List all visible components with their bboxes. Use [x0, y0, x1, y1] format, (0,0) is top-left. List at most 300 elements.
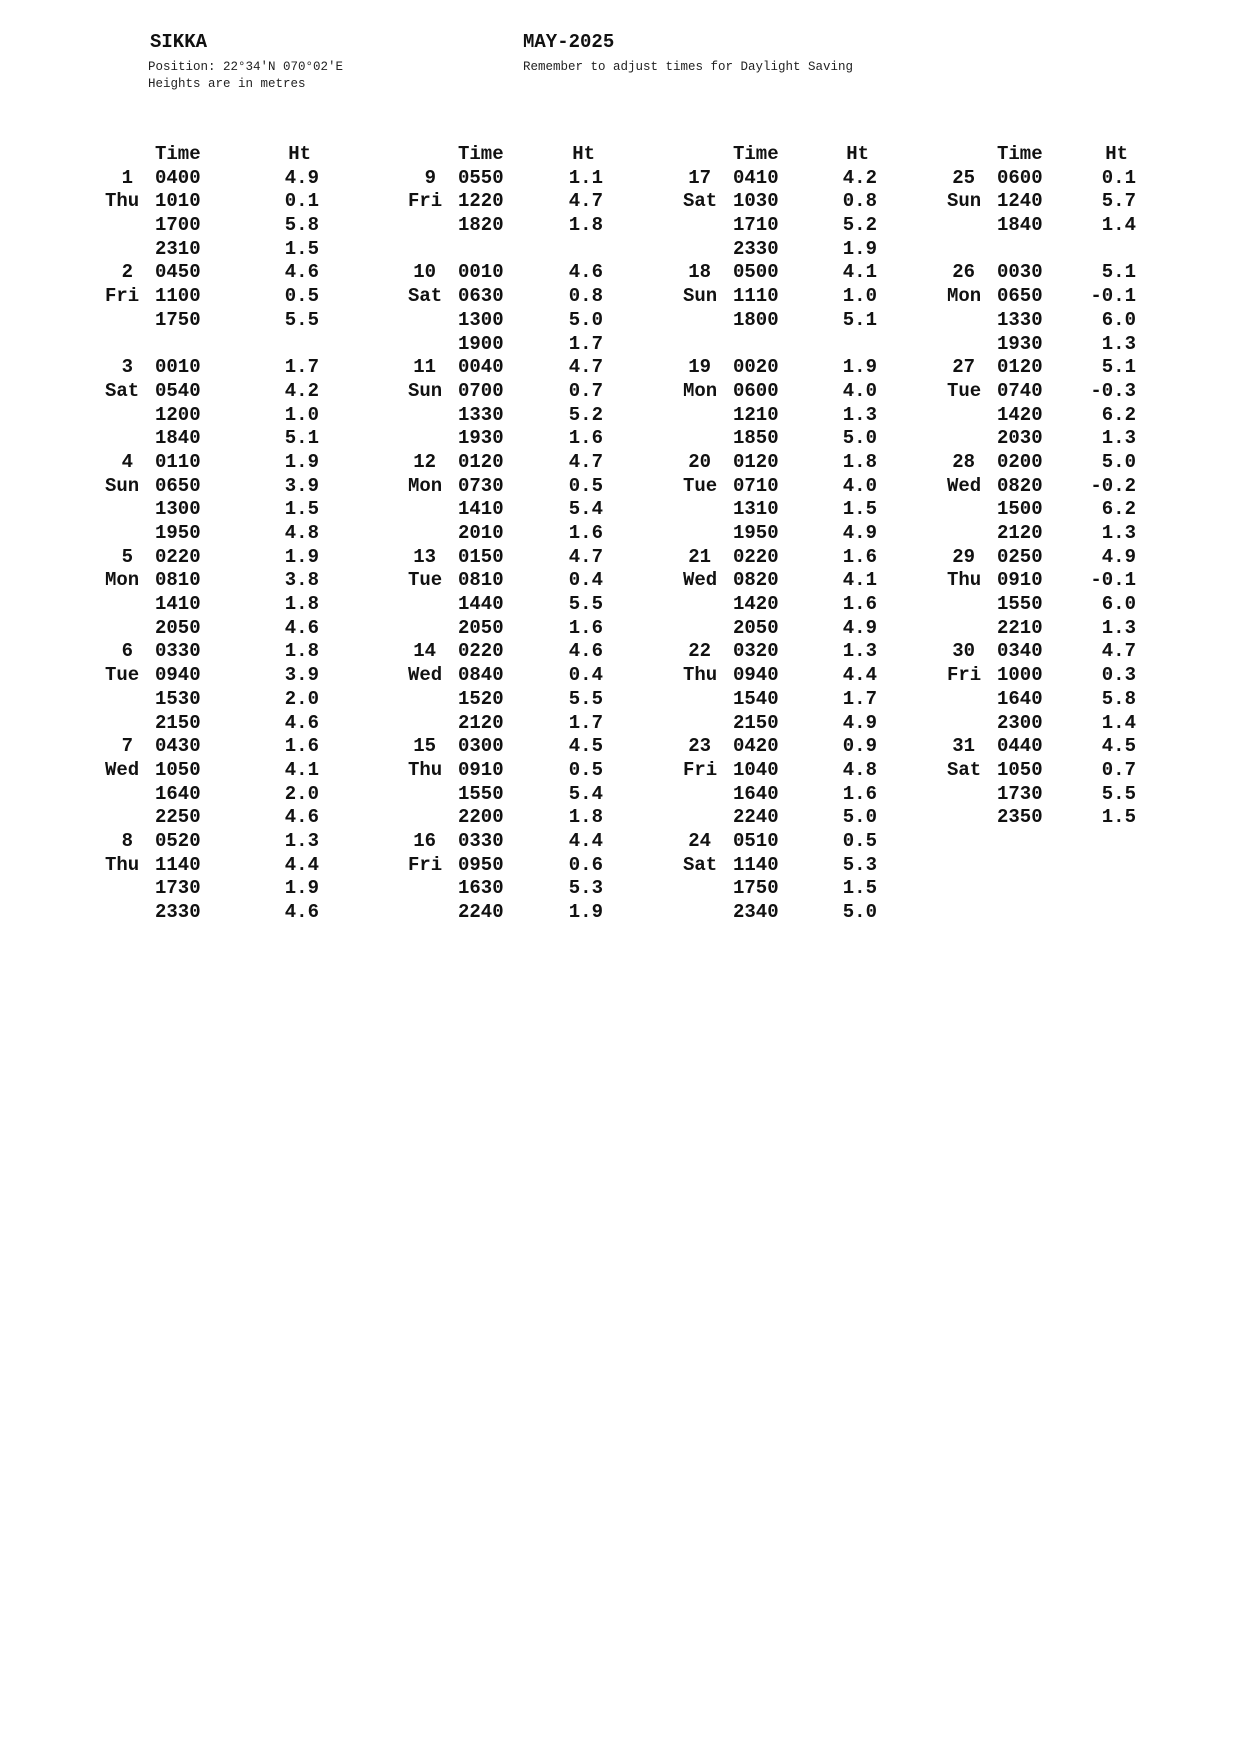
dst-note: Remember to adjust times for Daylight Saving [523, 60, 854, 74]
tide-row [408, 475, 603, 499]
tide-row [105, 569, 319, 593]
tide-row [947, 309, 1136, 333]
tide-row [408, 214, 603, 238]
tide-height: 4.6 [284, 616, 319, 639]
tide-height: 1.8 [284, 640, 319, 663]
tide-height: 4.8 [284, 522, 319, 544]
tide-height: 2.0 [284, 687, 319, 710]
tide-time: 0200 [997, 450, 1043, 473]
tide-height: 3.9 [284, 474, 319, 497]
tide-row [408, 190, 603, 214]
day-number: 17 [688, 166, 711, 189]
tide-height: 3.8 [284, 569, 319, 592]
day-of-week: Sun [408, 379, 443, 402]
tide-row [105, 333, 319, 357]
tide-row [947, 688, 1136, 712]
tide-row [105, 404, 319, 428]
tide-height: 4.7 [1101, 640, 1136, 663]
tide-column-4 [947, 143, 1136, 830]
tide-time: 1440 [458, 593, 504, 616]
day-of-week: Sun [947, 190, 982, 213]
tide-height: 5.1 [284, 427, 319, 450]
tide-time: 1050 [997, 758, 1043, 781]
tide-row [408, 759, 603, 783]
day-of-week: Thu [683, 664, 718, 687]
tide-column-2 [408, 143, 603, 925]
tide-time: 1500 [997, 498, 1043, 521]
tide-row [683, 427, 877, 451]
tide-height: 1.9 [284, 877, 319, 900]
tide-height: 1.9 [842, 237, 877, 260]
tide-row [105, 759, 319, 783]
day-number: 21 [688, 545, 711, 568]
tide-row [683, 569, 877, 593]
tide-height: 1.4 [1101, 711, 1136, 734]
tide-row [105, 640, 319, 664]
day-of-week: Fri [408, 190, 443, 213]
tide-column-3 [683, 143, 877, 925]
tide-row [105, 380, 319, 404]
tide-row [947, 404, 1136, 428]
tide-row [105, 522, 319, 546]
tide-height: 5.0 [842, 806, 877, 829]
day-number: 29 [952, 545, 975, 568]
tide-time: 1010 [155, 190, 201, 213]
tide-time: 1420 [733, 593, 779, 616]
tide-row [683, 356, 877, 380]
day-of-week: Wed [683, 569, 718, 592]
tide-row [947, 498, 1136, 522]
day-number: 28 [952, 450, 975, 473]
tide-height: 4.6 [284, 261, 319, 284]
height-header: Ht [572, 143, 595, 165]
tide-time: 1330 [458, 403, 504, 426]
tide-row [105, 285, 319, 309]
tide-height: 1.3 [1101, 616, 1136, 639]
tide-row [105, 190, 319, 214]
tide-height: 1.5 [842, 498, 877, 521]
units-note: Heights are in metres [148, 77, 306, 91]
tide-time: 1330 [997, 308, 1043, 331]
tide-height: 0.8 [842, 190, 877, 213]
tide-time: 1930 [997, 332, 1043, 355]
tide-height: 0.5 [568, 474, 603, 497]
tide-time: 2330 [733, 237, 779, 260]
tide-time: 1410 [155, 593, 201, 616]
tide-time: 2050 [733, 616, 779, 639]
station-name: SIKKA [150, 31, 208, 53]
tide-row [947, 167, 1136, 191]
time-header: Time [155, 143, 201, 165]
tide-row [105, 901, 319, 925]
tide-time: 0120 [458, 450, 504, 473]
column-header-row [408, 143, 603, 167]
tide-row [683, 593, 877, 617]
tide-height: 6.0 [1101, 308, 1136, 331]
tide-time: 2250 [155, 806, 201, 829]
tide-row [683, 214, 877, 238]
tide-time: 2240 [733, 806, 779, 829]
tide-height: 5.8 [1101, 687, 1136, 710]
tide-height: -0.2 [1090, 474, 1136, 497]
tide-time: 2210 [997, 616, 1043, 639]
tide-height: 1.6 [568, 616, 603, 639]
tide-time: 1140 [733, 853, 779, 876]
day-number: 26 [952, 261, 975, 284]
tide-row [105, 664, 319, 688]
tide-row [408, 309, 603, 333]
tide-row [408, 688, 603, 712]
tide-row [105, 830, 319, 854]
day-of-week: Wed [947, 474, 982, 497]
tide-time: 1950 [733, 522, 779, 544]
tide-height: 5.4 [568, 782, 603, 805]
tide-row [105, 735, 319, 759]
tide-height: 5.2 [842, 214, 877, 237]
tide-row [408, 640, 603, 664]
tide-height: 5.1 [1101, 356, 1136, 379]
tide-height: 5.7 [1101, 190, 1136, 213]
tide-height: -0.1 [1090, 569, 1136, 592]
tide-row [408, 783, 603, 807]
day-of-week: Sat [683, 853, 718, 876]
tide-height: 5.4 [568, 498, 603, 521]
day-of-week: Mon [947, 285, 982, 308]
tide-time: 2240 [458, 901, 504, 923]
tide-time: 0120 [733, 450, 779, 473]
day-number: 6 [121, 640, 133, 663]
tide-time: 0540 [155, 379, 201, 402]
tide-row [683, 190, 877, 214]
tide-row [683, 522, 877, 546]
time-header: Time [458, 143, 504, 165]
tide-height: 1.6 [842, 545, 877, 568]
tide-time: 1840 [997, 214, 1043, 237]
tide-time: 1530 [155, 687, 201, 710]
tide-time: 0740 [997, 379, 1043, 402]
tide-height: 5.8 [284, 214, 319, 237]
tide-time: 0910 [997, 569, 1043, 592]
tide-time: 0940 [155, 664, 201, 687]
tide-height: 0.1 [1101, 166, 1136, 189]
tide-height: 1.8 [284, 593, 319, 616]
month-title: MAY-2025 [523, 31, 615, 53]
day-of-week: Sat [683, 190, 718, 213]
tide-time: 0700 [458, 379, 504, 402]
day-of-week: Sat [105, 379, 140, 402]
tide-time: 0810 [458, 569, 504, 592]
tide-height: 1.1 [568, 166, 603, 189]
tide-height: 0.4 [568, 569, 603, 592]
tide-time: 0450 [155, 261, 201, 284]
tide-time: 0910 [458, 758, 504, 781]
tide-height: 1.9 [284, 545, 319, 568]
tide-time: 1640 [733, 782, 779, 805]
tide-height: 4.4 [842, 664, 877, 687]
tide-time: 1820 [458, 214, 504, 237]
day-of-week: Thu [105, 190, 140, 213]
day-of-week: Tue [947, 379, 982, 402]
tide-time: 1640 [155, 782, 201, 805]
column-header-row [105, 143, 319, 167]
tide-time: 2120 [997, 522, 1043, 544]
tide-row [683, 309, 877, 333]
tide-height: 6.0 [1101, 593, 1136, 616]
tide-row [408, 356, 603, 380]
tide-height: 4.2 [284, 379, 319, 402]
day-number: 23 [688, 735, 711, 758]
tide-row [683, 475, 877, 499]
day-number: 10 [413, 261, 436, 284]
tide-row [408, 238, 603, 262]
tide-height: 5.1 [1101, 261, 1136, 284]
tide-height: 5.0 [842, 427, 877, 450]
tide-height: 4.9 [1101, 545, 1136, 568]
tide-time: 1540 [733, 687, 779, 710]
tide-height: 1.5 [842, 877, 877, 900]
tide-row [408, 830, 603, 854]
tide-row [408, 167, 603, 191]
tide-time: 1310 [733, 498, 779, 521]
tide-time: 2010 [458, 522, 504, 544]
tide-row [683, 333, 877, 357]
tide-row [947, 238, 1136, 262]
tide-height: 4.9 [842, 522, 877, 544]
day-number: 1 [121, 166, 133, 189]
tide-time: 0010 [458, 261, 504, 284]
tide-height: 1.3 [1101, 427, 1136, 450]
tide-time: 0010 [155, 356, 201, 379]
tide-height: 1.3 [1101, 332, 1136, 355]
day-number: 9 [424, 166, 436, 189]
tide-row [947, 640, 1136, 664]
tide-height: 4.7 [568, 545, 603, 568]
tide-row [683, 806, 877, 830]
tide-row [408, 593, 603, 617]
tide-row [408, 451, 603, 475]
day-of-week: Mon [683, 379, 718, 402]
tide-height: 6.2 [1101, 403, 1136, 426]
tide-time: 1100 [155, 285, 201, 308]
day-of-week: Sat [947, 758, 982, 781]
tide-time: 0030 [997, 261, 1043, 284]
tide-time: 2330 [155, 901, 201, 923]
tide-time: 1640 [997, 687, 1043, 710]
tide-height: 1.7 [568, 332, 603, 355]
column-header-row [683, 143, 877, 167]
tide-height: 4.1 [842, 569, 877, 592]
tide-row [105, 783, 319, 807]
tide-height: 0.3 [1101, 664, 1136, 687]
tide-height: 1.3 [842, 403, 877, 426]
tide-time: 0220 [155, 545, 201, 568]
tide-row [683, 664, 877, 688]
tide-row [408, 617, 603, 641]
tide-height: 4.5 [568, 735, 603, 758]
tide-height: 0.6 [568, 853, 603, 876]
tide-time: 1300 [155, 498, 201, 521]
tide-height: 4.4 [568, 829, 603, 852]
day-number: 11 [413, 356, 436, 379]
tide-height: 5.3 [842, 853, 877, 876]
tide-height: 1.6 [568, 522, 603, 544]
tide-time: 0250 [997, 545, 1043, 568]
tide-time: 0810 [155, 569, 201, 592]
tide-row [105, 214, 319, 238]
tide-height: 1.0 [842, 285, 877, 308]
tide-time: 1110 [733, 285, 779, 308]
tide-height: 5.5 [568, 593, 603, 616]
tide-time: 2050 [458, 616, 504, 639]
day-of-week: Fri [947, 664, 982, 687]
day-number: 24 [688, 829, 711, 852]
tide-height: 5.1 [842, 308, 877, 331]
tide-time: 0430 [155, 735, 201, 758]
tide-time: 0440 [997, 735, 1043, 758]
column-header-row [947, 143, 1136, 167]
tide-time: 1730 [997, 782, 1043, 805]
tide-time: 1750 [155, 308, 201, 331]
tide-row [408, 569, 603, 593]
height-header: Ht [846, 143, 869, 165]
day-of-week: Thu [105, 853, 140, 876]
tide-height: 1.8 [568, 214, 603, 237]
tide-time: 0650 [997, 285, 1043, 308]
tide-row [683, 285, 877, 309]
tide-row [683, 498, 877, 522]
day-number: 16 [413, 829, 436, 852]
tide-height: 4.8 [842, 758, 877, 781]
tide-row [105, 261, 319, 285]
tide-time: 0400 [155, 166, 201, 189]
day-of-week: Tue [408, 569, 443, 592]
tide-time: 1140 [155, 853, 201, 876]
day-number: 25 [952, 166, 975, 189]
tide-height: 1.6 [284, 735, 319, 758]
day-of-week: Wed [408, 664, 443, 687]
tide-time: 0600 [733, 379, 779, 402]
tide-height: 4.6 [284, 901, 319, 923]
tide-row [105, 238, 319, 262]
tide-row [408, 806, 603, 830]
tide-time: 2350 [997, 806, 1043, 829]
tide-time: 1950 [155, 522, 201, 544]
tide-row [408, 901, 603, 925]
tide-height: 5.0 [842, 901, 877, 923]
tide-row [947, 546, 1136, 570]
tide-time: 2310 [155, 237, 201, 260]
tide-height: 0.9 [842, 735, 877, 758]
day-of-week: Fri [105, 285, 140, 308]
tide-row [105, 877, 319, 901]
tide-time: 0600 [997, 166, 1043, 189]
time-header: Time [733, 143, 779, 165]
tide-time: 2340 [733, 901, 779, 923]
tide-row [683, 404, 877, 428]
day-number: 8 [121, 829, 133, 852]
tide-row [947, 285, 1136, 309]
tide-row [105, 712, 319, 736]
tide-height: 4.7 [568, 450, 603, 473]
tide-height: 4.4 [284, 853, 319, 876]
tide-time: 0520 [155, 829, 201, 852]
tide-time: 1300 [458, 308, 504, 331]
tide-time: 0150 [458, 545, 504, 568]
tide-row [408, 546, 603, 570]
tide-time: 1730 [155, 877, 201, 900]
tide-height: 1.3 [284, 829, 319, 852]
tide-row [947, 475, 1136, 499]
time-header: Time [997, 143, 1043, 165]
tide-row [683, 712, 877, 736]
tide-row [947, 451, 1136, 475]
tide-time: 1420 [997, 403, 1043, 426]
tide-height: -0.1 [1090, 285, 1136, 308]
tide-row [408, 877, 603, 901]
tide-height: 1.9 [568, 901, 603, 923]
day-of-week: Sat [408, 285, 443, 308]
day-number: 5 [121, 545, 133, 568]
tide-row [105, 593, 319, 617]
tide-row [947, 617, 1136, 641]
day-number: 22 [688, 640, 711, 663]
tide-row [683, 451, 877, 475]
tide-height: 4.6 [284, 806, 319, 829]
tide-height: 1.9 [284, 450, 319, 473]
tide-time: 1550 [997, 593, 1043, 616]
tide-row [947, 380, 1136, 404]
tide-row [683, 854, 877, 878]
day-number: 3 [121, 356, 133, 379]
tide-row [105, 854, 319, 878]
tide-time: 1900 [458, 332, 504, 355]
day-number: 7 [121, 735, 133, 758]
tide-height: 1.3 [1101, 522, 1136, 544]
tide-time: 1200 [155, 403, 201, 426]
tide-time: 1410 [458, 498, 504, 521]
tide-time: 1040 [733, 758, 779, 781]
tide-height: 4.7 [568, 190, 603, 213]
tide-row [408, 522, 603, 546]
tide-time: 1220 [458, 190, 504, 213]
tide-row [408, 380, 603, 404]
tide-row [408, 735, 603, 759]
tide-time: 1710 [733, 214, 779, 237]
tide-time: 2150 [733, 711, 779, 734]
tide-time: 1800 [733, 308, 779, 331]
day-of-week: Tue [105, 664, 140, 687]
tide-time: 0220 [458, 640, 504, 663]
tide-height: 5.5 [1101, 782, 1136, 805]
tide-time: 1930 [458, 427, 504, 450]
tide-height: 1.4 [1101, 214, 1136, 237]
tide-time: 0410 [733, 166, 779, 189]
tide-time: 0330 [155, 640, 201, 663]
tide-row [947, 664, 1136, 688]
day-of-week: Mon [408, 474, 443, 497]
tide-row [105, 546, 319, 570]
tide-time: 1030 [733, 190, 779, 213]
tide-row [947, 759, 1136, 783]
tide-time: 0820 [997, 474, 1043, 497]
tide-row [408, 404, 603, 428]
tide-row [105, 617, 319, 641]
tide-height: 4.6 [568, 640, 603, 663]
tide-time: 1550 [458, 782, 504, 805]
tide-row [947, 569, 1136, 593]
tide-height: 0.1 [284, 190, 319, 213]
tide-height: 4.6 [284, 711, 319, 734]
